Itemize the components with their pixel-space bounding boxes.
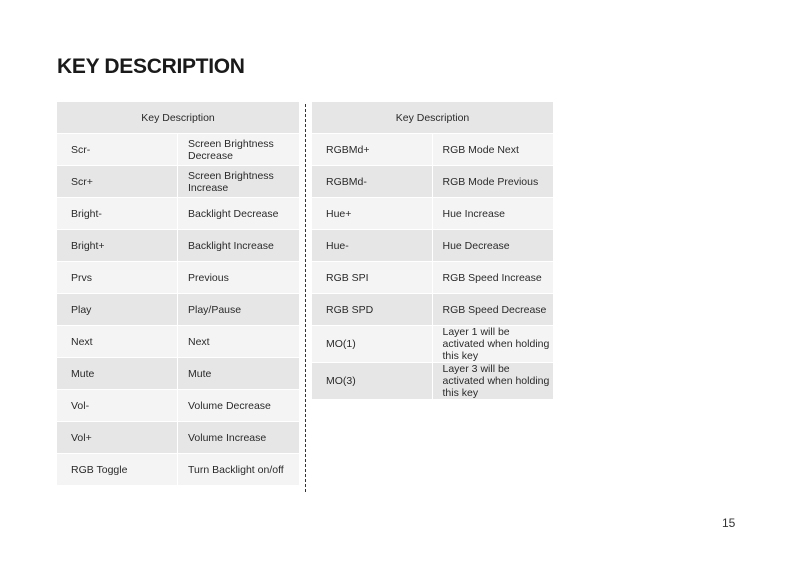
key-cell: Hue+ xyxy=(312,198,433,230)
key-cell: Hue- xyxy=(312,230,433,262)
table-row xyxy=(57,198,299,230)
table-row xyxy=(57,454,299,486)
table-row xyxy=(312,326,553,363)
table-row xyxy=(57,326,299,358)
table-row xyxy=(57,230,299,262)
key-cell: Next xyxy=(57,326,178,358)
table-row xyxy=(312,262,553,294)
description-cell: Previous xyxy=(178,262,299,294)
key-cell: Bright+ xyxy=(57,230,178,262)
key-cell: RGB Toggle xyxy=(57,454,178,486)
key-cell: Scr- xyxy=(57,134,178,166)
description-cell: Mute xyxy=(178,358,299,390)
table-row xyxy=(57,262,299,294)
description-cell: RGB Speed Increase xyxy=(433,262,554,294)
table-header-row xyxy=(312,102,553,134)
dashed-divider xyxy=(305,104,306,492)
table-row xyxy=(312,198,553,230)
key-cell: MO(3) xyxy=(312,363,433,400)
page-number: 15 xyxy=(722,516,736,530)
description-cell: Volume Decrease xyxy=(178,390,299,422)
description-cell: Play/Pause xyxy=(178,294,299,326)
key-cell: RGB SPI xyxy=(312,262,433,294)
table-header: Key Description xyxy=(57,102,299,134)
key-table-right xyxy=(312,102,553,400)
key-table-left xyxy=(57,102,299,486)
description-cell: Layer 3 will be activated when holding this key xyxy=(433,363,554,400)
table-row xyxy=(312,363,553,400)
key-cell: Play xyxy=(57,294,178,326)
table-row xyxy=(312,230,553,262)
table-header: Key Description xyxy=(312,102,553,134)
key-cell: Prvs xyxy=(57,262,178,294)
table-row xyxy=(57,390,299,422)
key-cell: RGB SPD xyxy=(312,294,433,326)
page-title: KEY DESCRIPTION xyxy=(57,55,245,78)
key-cell: MO(1) xyxy=(312,326,433,363)
description-cell: Backlight Increase xyxy=(178,230,299,262)
key-cell: Vol- xyxy=(57,390,178,422)
description-cell: Volume Increase xyxy=(178,422,299,454)
table-row xyxy=(312,166,553,198)
table-row xyxy=(312,294,553,326)
table-row xyxy=(57,422,299,454)
key-cell: Mute xyxy=(57,358,178,390)
description-cell: RGB Speed Decrease xyxy=(433,294,554,326)
key-cell: RGBMd+ xyxy=(312,134,433,166)
key-cell: RGBMd- xyxy=(312,166,433,198)
description-cell: Backlight Decrease xyxy=(178,198,299,230)
description-cell: Layer 1 will be activated when holding this key xyxy=(433,326,554,363)
description-cell: RGB Mode Next xyxy=(433,134,554,166)
key-cell: Scr+ xyxy=(57,166,178,198)
description-cell: Hue Decrease xyxy=(433,230,554,262)
description-cell: Screen Brightness Decrease xyxy=(178,134,299,166)
description-cell: Next xyxy=(178,326,299,358)
table-row xyxy=(57,358,299,390)
description-cell: RGB Mode Previous xyxy=(433,166,554,198)
description-cell: Turn Backlight on/off xyxy=(178,454,299,486)
key-cell: Bright- xyxy=(57,198,178,230)
table-header-row xyxy=(57,102,299,134)
table-row xyxy=(57,166,299,198)
description-cell: Screen Brightness Increase xyxy=(178,166,299,198)
table-row xyxy=(57,134,299,166)
table-row xyxy=(57,294,299,326)
description-cell: Hue Increase xyxy=(433,198,554,230)
table-row xyxy=(312,134,553,166)
key-cell: Vol+ xyxy=(57,422,178,454)
